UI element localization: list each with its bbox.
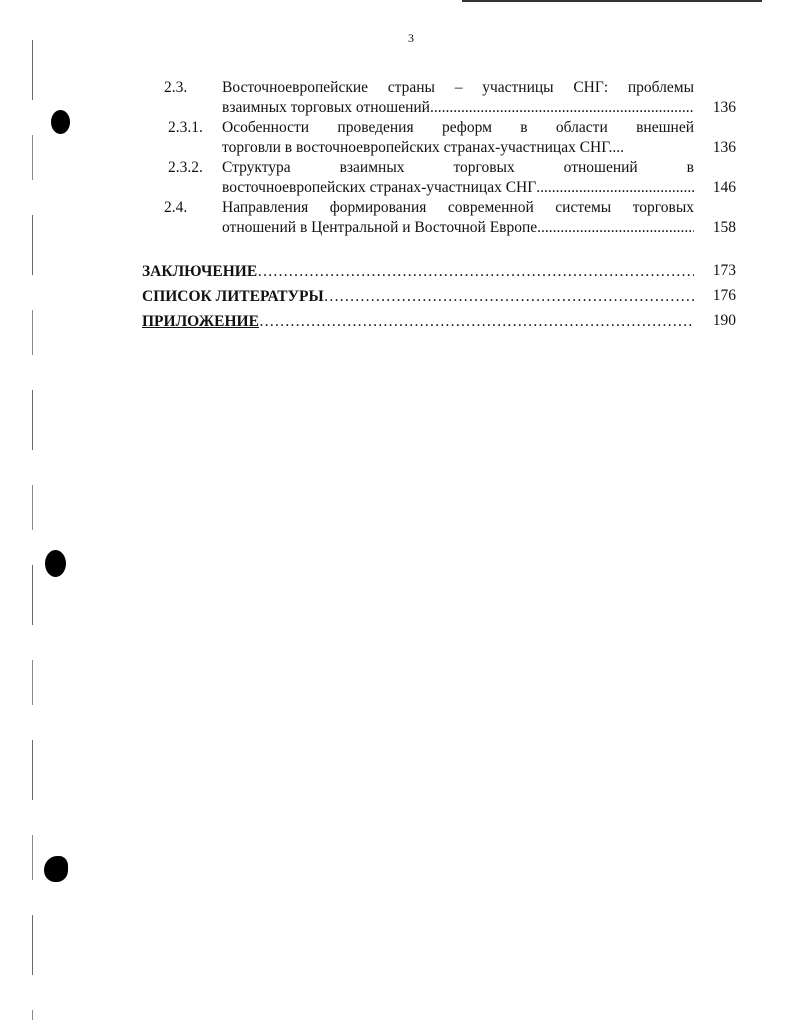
toc-main-title: ЗАКЛЮЧЕНИЕ [142,263,258,280]
toc-entry-text [222,158,694,198]
toc-entry-line-text: восточноевропейских странах-участницах СНГ [222,179,537,196]
toc-entry-line-text: отношений в Центральной и Восточной Европе [222,219,538,236]
leader-dots [430,98,694,118]
punch-hole-mark [44,856,68,882]
toc-entry-page: 136 [712,139,736,156]
toc-main-page: 173 [712,262,736,279]
leader-dots [324,287,694,307]
toc-main-page: 190 [712,312,736,329]
toc-main-title: ПРИЛОЖЕНИЕ [142,313,259,330]
toc-entry-line [222,98,694,118]
toc-entry-page: 158 [712,219,736,236]
toc-main-title: СПИСОК ЛИТЕРАТУРЫ [142,288,324,305]
toc-entry-line-text: взаимных торговых отношений [222,99,430,116]
toc-entry-number: 2.3.1. [168,119,203,136]
top-edge-rule [462,0,762,2]
leader-dots [259,312,694,332]
punch-hole-mark [51,110,70,134]
toc-entry-text [222,118,694,158]
toc-entry-number: 2.4. [164,199,188,216]
toc-main-entry [142,262,694,282]
toc-main-entry [142,287,694,307]
toc-entry-line [222,178,694,198]
toc-entry-line: торговли в восточноевропейских странах-участницах СНГ.... [222,139,624,156]
punch-hole-mark [45,550,66,577]
toc-entry-line: Особенности проведения реформ в области внешней [222,119,694,136]
leader-dots [536,178,694,198]
page-number: 3 [408,31,414,45]
leader-dots [537,218,694,238]
toc-entry-page: 146 [712,179,736,196]
toc-entry-text [222,78,694,118]
left-margin-line [32,40,33,1020]
toc-entry-number: 2.3.2. [168,159,203,176]
toc-main-entry [142,312,694,332]
toc-entry-line [222,218,694,238]
toc-entry-line: Структура взаимных торговых отношений в [222,159,694,176]
toc-main-page: 176 [712,287,736,304]
toc-entry-text [222,198,694,238]
toc-entry-number: 2.3. [164,79,188,96]
toc-entry-line: Направления формирования современной системы торговых [222,199,694,216]
toc-entry-page: 136 [712,99,736,116]
toc-entry-line: Восточноевропейские страны – участницы СНГ: проблемы [222,79,694,96]
leader-dots [257,262,694,282]
